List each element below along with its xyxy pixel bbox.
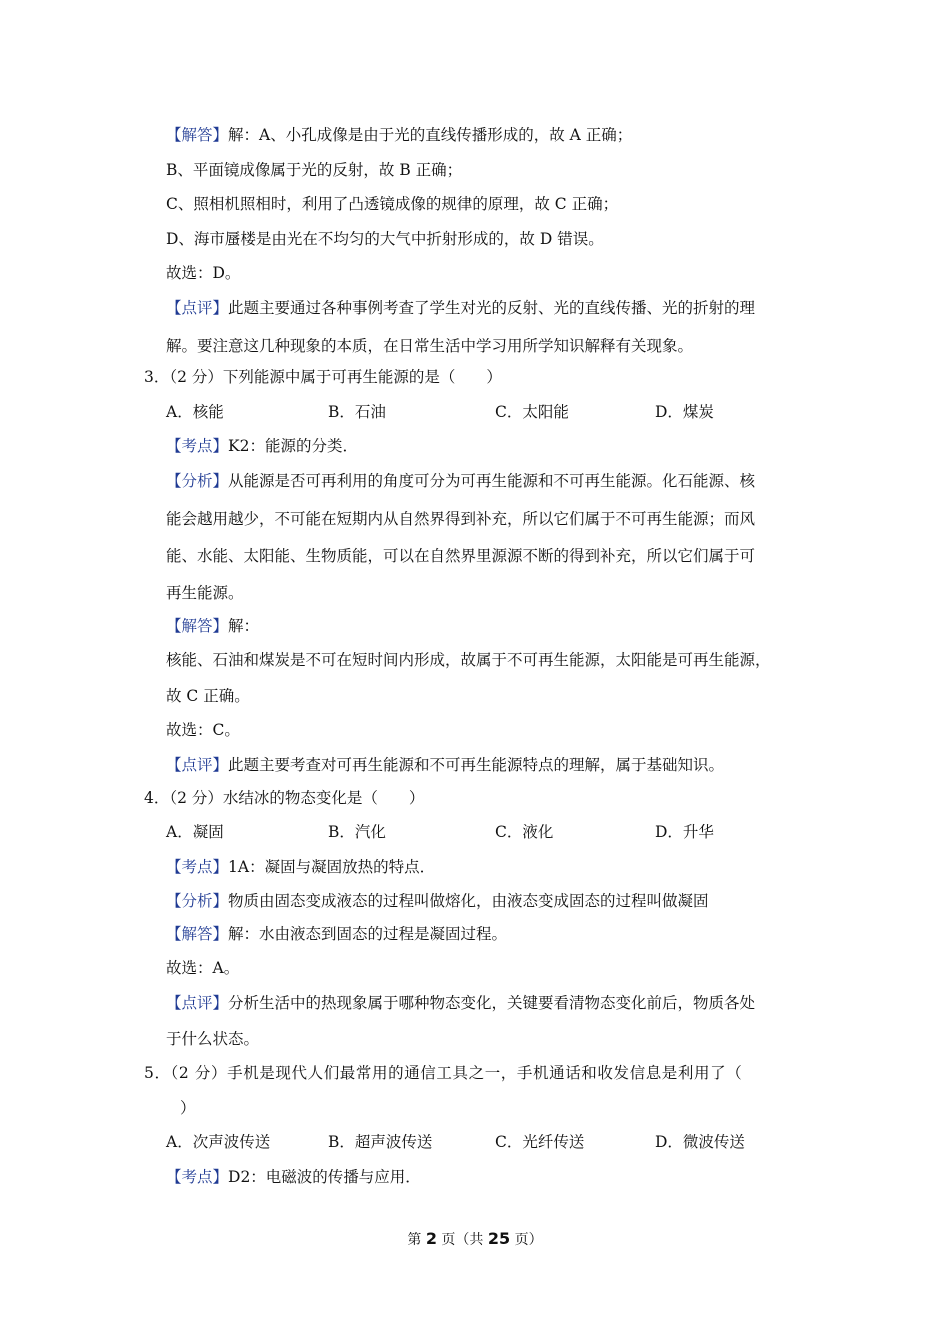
question-4-stem: 4．（2 分）水结冰的物态变化是（ ）: [144, 789, 425, 807]
q4-choice-line: 故选：A。: [166, 959, 240, 977]
q4-analysis-text: 物质由固态变成液态的过程叫做熔化，由液态变成固态的过程叫做凝固: [228, 892, 709, 910]
q4-option-c: C．液化: [495, 823, 554, 841]
page-number: 2: [425, 1229, 437, 1248]
question-5-stem: 5．（2 分）手机是现代人们最常用的通信工具之一，手机通话和收发信息是利用了（: [144, 1064, 743, 1082]
point-tag: 【考点】: [166, 1168, 229, 1186]
q3-point-text: K2：能源的分类．: [228, 437, 358, 455]
q5-point-line: [166, 1166, 421, 1188]
question-5-stem-cont: ）: [180, 1099, 196, 1117]
q3-answer-line-3: 故 C 正确。: [166, 687, 250, 705]
q3-option-b: B．石油: [328, 403, 386, 421]
comment-tag: 【点评】: [166, 756, 229, 774]
answer-line-b: B、平面镜成像属于光的反射，故 B 正确；: [166, 161, 463, 179]
q4-comment-text: 分析生活中的热现象属于哪种物态变化，关键要看清物态变化前后，物质各处: [228, 994, 756, 1012]
q3-answer-text: 解：: [228, 617, 260, 635]
point-tag: 【考点】: [166, 858, 229, 876]
answer-text: 解：A、小孔成像是由于光的直线传播形成的，故 A 正确；: [228, 126, 633, 144]
q3-analysis-line-2: 能会越用越少，不可能在短期内从自然界得到补充，所以它们属于不可再生能源；而风: [166, 510, 756, 528]
q3-choice-line: 故选：C。: [166, 721, 240, 739]
answer-line-d: D、海市蜃楼是由光在不均匀的大气中折射形成的，故 D 错误。: [166, 230, 604, 248]
q3-answer-line-2: 核能、石油和煤炭是不可在短时间内形成，故属于不可再生能源，太阳能是可再生能源，: [166, 651, 771, 669]
q4-comment-line: [166, 992, 755, 1014]
q3-option-a: A．核能: [166, 403, 224, 421]
page-footer: [0, 1228, 950, 1251]
comment-line-cont: 解。要注意这几种现象的本质，在日常生活中学习用所学知识解释有关现象。: [166, 337, 694, 355]
q5-option-b: B．超声波传送: [328, 1133, 433, 1151]
q5-point-text: D2：电磁波的传播与应用．: [228, 1168, 421, 1186]
q4-answer-line: [166, 923, 507, 945]
analysis-tag: 【分析】: [166, 472, 229, 490]
comment-text: 此题主要通过各种事例考查了学生对光的反射、光的直线传播、光的折射的理: [228, 299, 756, 317]
q3-option-c: C．太阳能: [495, 403, 569, 421]
q5-option-c: C．光纤传送: [495, 1133, 585, 1151]
q4-option-a: A．凝固: [166, 823, 224, 841]
q3-point-line: [166, 435, 358, 457]
q4-point-text: 1A：凝固与凝固放热的特点．: [228, 858, 436, 876]
q4-analysis-line: [166, 890, 709, 912]
comment-tag: 【点评】: [166, 994, 229, 1012]
q4-answer-text: 解：水由液态到固态的过程是凝固过程。: [228, 925, 508, 943]
footer-prefix: 第: [407, 1232, 426, 1248]
q4-comment-line-2: 于什么状态。: [166, 1030, 260, 1048]
choice-line: 故选：D。: [166, 264, 241, 282]
q4-option-b: B．汽化: [328, 823, 386, 841]
point-tag: 【考点】: [166, 437, 229, 455]
q3-comment-text: 此题主要考查对可再生能源和不可再生能源特点的理解，属于基础知识。: [228, 756, 725, 774]
q4-point-line: [166, 856, 435, 878]
answer-tag: 【解答】: [166, 925, 229, 943]
q3-analysis-text: 从能源是否可再利用的角度可分为可再生能源和不可再生能源。化石能源、核: [228, 472, 756, 490]
q3-option-d: D．煤炭: [655, 403, 714, 421]
answer-line: [166, 124, 632, 146]
answer-line-c: C、照相机照相时，利用了凸透镜成像的规律的原理，故 C 正确；: [166, 195, 619, 213]
q3-answer-line: [166, 615, 259, 637]
q5-option-a: A．次声波传送: [166, 1133, 271, 1151]
q3-analysis-line-3: 能、水能、太阳能、生物质能，可以在自然界里源源不断的得到补充，所以它们属于可: [166, 547, 756, 565]
q3-analysis-line: [166, 470, 755, 492]
comment-tag: 【点评】: [166, 299, 229, 317]
question-3-stem: 3．（2 分）下列能源中属于可再生能源的是（ ）: [144, 368, 502, 386]
footer-suffix: 页）: [510, 1232, 543, 1248]
answer-tag: 【解答】: [166, 126, 229, 144]
comment-line: [166, 297, 755, 319]
q3-analysis-line-4: 再生能源。: [166, 584, 244, 602]
footer-middle: 页（共: [436, 1232, 488, 1248]
q3-comment-line: [166, 754, 724, 776]
answer-tag: 【解答】: [166, 617, 229, 635]
q4-option-d: D．升华: [655, 823, 714, 841]
page-total: 25: [487, 1229, 511, 1248]
analysis-tag: 【分析】: [166, 892, 229, 910]
q5-option-d: D．微波传送: [655, 1133, 745, 1151]
